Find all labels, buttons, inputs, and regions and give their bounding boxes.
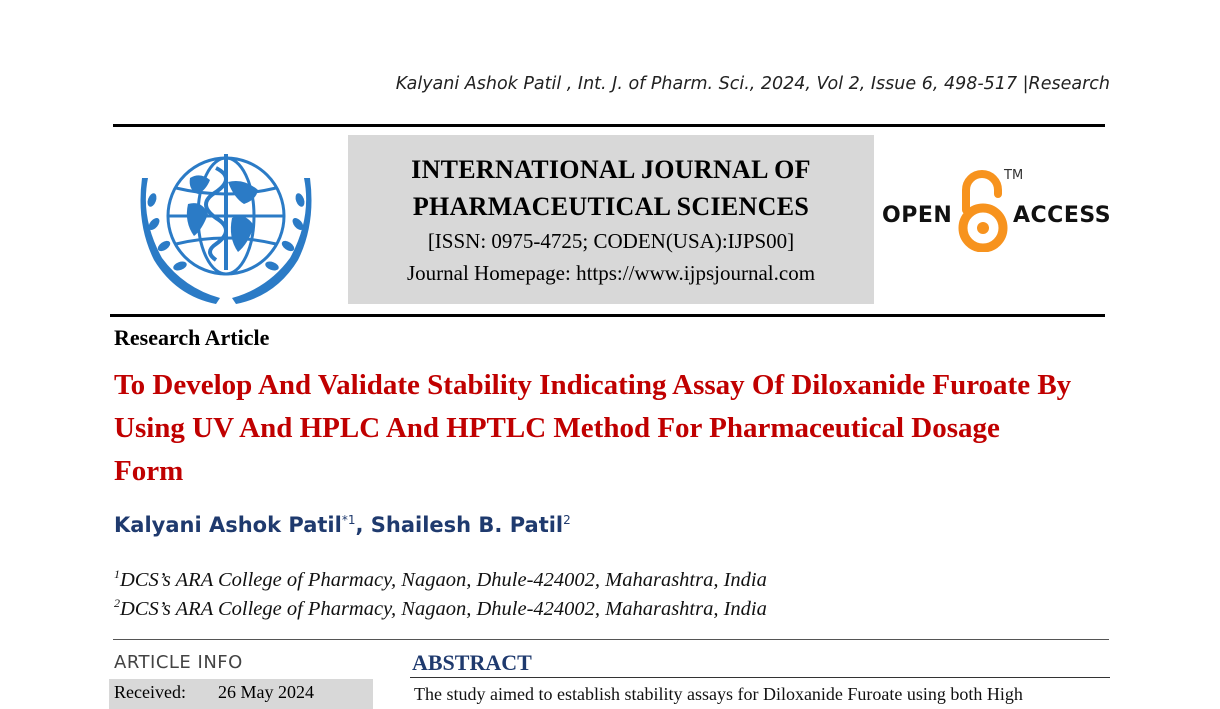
author-separator: , xyxy=(355,513,371,537)
open-access-access-text: ACCESS xyxy=(1013,203,1112,228)
author-name: Shailesh B. Patil xyxy=(370,513,564,537)
received-date: 26 May 2024 xyxy=(218,682,314,702)
affiliation-number: 1 xyxy=(114,567,120,581)
open-access-logo xyxy=(880,168,1112,254)
journal-homepage: Journal Homepage: https://www.ijpsjournal.com xyxy=(406,261,816,285)
abstract-rule xyxy=(410,677,1110,678)
journal-title-line1: INTERNATIONAL JOURNAL OF xyxy=(411,155,811,184)
header-rule-top xyxy=(113,124,1105,127)
section-divider xyxy=(113,639,1109,640)
journal-title-line2: PHARMACEUTICAL SCIENCES xyxy=(412,192,810,221)
article-title: To Develop And Validate Stability Indicating Assay Of Diloxanide Furoate By Using UV And HPLC And HPTLC Method For Pharmaceutical Dosage Form xyxy=(114,369,1072,487)
article-type: Research Article xyxy=(114,325,270,350)
open-access-open-text: OPEN xyxy=(882,203,953,228)
affiliation-2 xyxy=(114,596,767,621)
affiliation-number: 2 xyxy=(114,596,120,610)
author-list xyxy=(114,513,571,537)
affiliation-1 xyxy=(114,567,767,592)
affiliation-text: DCS’s ARA College of Pharmacy, Nagaon, Dhule-424002, Maharashtra, India xyxy=(120,568,767,591)
author-mark: *1 xyxy=(341,513,356,527)
header-rule-bottom xyxy=(110,314,1105,317)
open-access-trademark: TM xyxy=(1004,168,1024,183)
journal-issn: [ISSN: 0975-4725; CODEN(USA):IJPS00] xyxy=(427,229,795,253)
author-name: Kalyani Ashok Patil xyxy=(114,513,342,537)
who-emblem-icon xyxy=(128,138,324,306)
journal-masthead xyxy=(348,135,874,304)
running-citation: Kalyani Ashok Patil , Int. J. of Pharm. Sci., 2024, Vol 2, Issue 6, 498-517 |Research xyxy=(395,74,1110,94)
author-mark: 2 xyxy=(563,513,571,527)
article-info-heading: ARTICLE INFO xyxy=(114,652,243,673)
abstract-heading: ABSTRACT xyxy=(412,650,532,675)
received-label: Received: xyxy=(114,682,186,702)
affiliation-text: DCS’s ARA College of Pharmacy, Nagaon, Dhule-424002, Maharashtra, India xyxy=(120,597,767,620)
abstract-text: The study aimed to establish stability assays for Diloxanide Furoate using both High xyxy=(414,684,1023,704)
